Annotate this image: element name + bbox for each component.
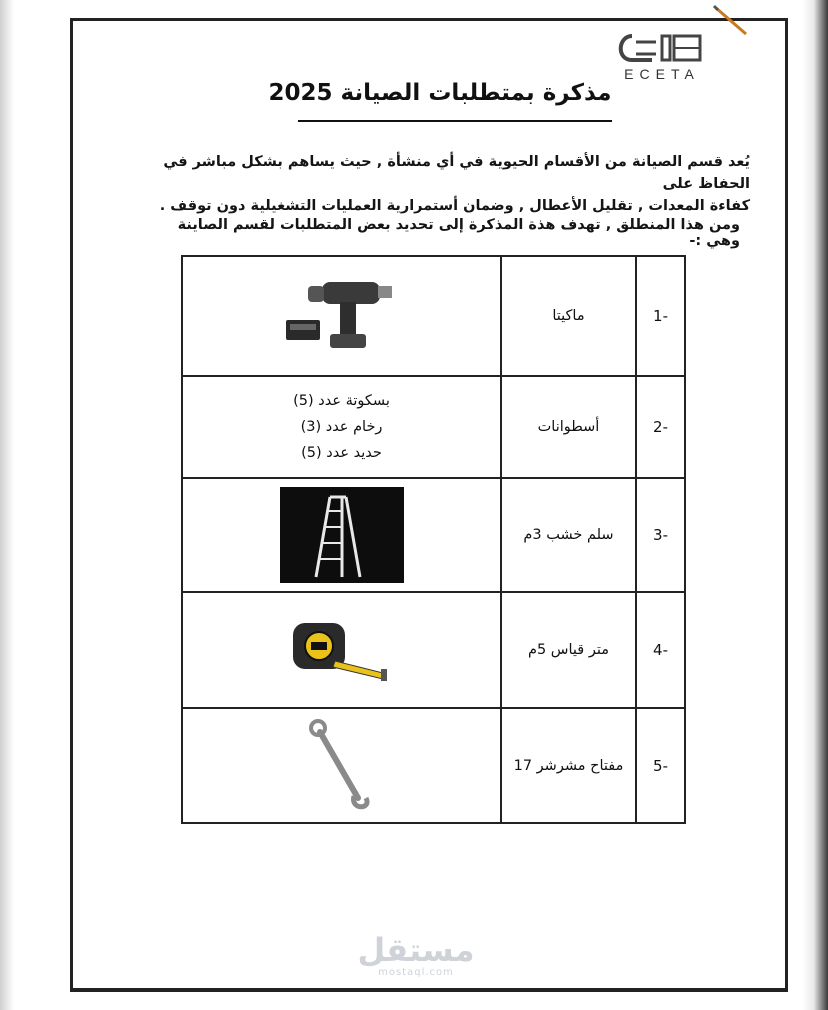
company-logo bbox=[592, 30, 732, 86]
item-number: -5 bbox=[636, 708, 685, 823]
tape-measure-icon bbox=[287, 615, 397, 685]
item-number: -2 bbox=[636, 376, 685, 478]
watermark-logo-text: مستقل bbox=[357, 931, 475, 969]
item-picture-cell bbox=[182, 256, 501, 376]
table-row bbox=[182, 478, 685, 592]
scan-edge-left bbox=[0, 0, 14, 1010]
cordless-drill-icon bbox=[282, 276, 402, 356]
table-row bbox=[182, 256, 685, 376]
ladder-photo bbox=[280, 487, 404, 583]
item-name: أسطوانات bbox=[501, 376, 636, 478]
table-row bbox=[182, 592, 685, 708]
item-number: -4 bbox=[636, 592, 685, 708]
lead-sentence: ومن هذا المنطلق , تهدف هذة المذكرة إلى تحديد بعض المتطلبات لقسم الصاينة وهي :- bbox=[177, 217, 740, 249]
table-row bbox=[182, 708, 685, 823]
item-picture-cell bbox=[182, 478, 501, 592]
eceta-logo-icon bbox=[612, 30, 712, 66]
combination-wrench-icon bbox=[302, 718, 382, 814]
item-name: متر قياس 5م bbox=[501, 592, 636, 708]
scan-edge-right bbox=[802, 0, 828, 1010]
item-details-cell bbox=[182, 376, 501, 478]
table-row bbox=[182, 376, 685, 478]
watermark bbox=[356, 933, 476, 979]
detail-line: حديد عدد (5) bbox=[301, 445, 382, 461]
intro-line-2: كفاءة المعدات , تقليل الأعطال , وضمان أستمرارية العمليات التشغيلية دون توقف . bbox=[159, 198, 750, 214]
detail-line: رخام عدد (3) bbox=[300, 419, 383, 435]
memo-title: مذكرة بمتطلبات الصيانة 2025 bbox=[268, 80, 612, 106]
detail-line: بسكوتة عدد (5) bbox=[293, 393, 390, 409]
watermark-url: mostaql.com bbox=[378, 967, 454, 978]
item-picture-cell bbox=[182, 708, 501, 823]
intro-paragraph bbox=[150, 151, 750, 217]
ladder-icon bbox=[280, 487, 404, 583]
item-number: -3 bbox=[636, 478, 685, 592]
item-name: مفتاح مشرشر 17 bbox=[501, 708, 636, 823]
item-picture-cell bbox=[182, 592, 501, 708]
item-number: -1 bbox=[636, 256, 685, 376]
logo-wordmark: ECETA bbox=[624, 66, 700, 82]
title-underline bbox=[298, 120, 612, 122]
requirements-table bbox=[181, 255, 686, 824]
item-name: سلم خشب 3م bbox=[501, 478, 636, 592]
intro-line-1: يُعد قسم الصيانة من الأقسام الحيوية في أي منشأة , حيث يساهم بشكل مباشر في الحفاظ على bbox=[163, 154, 750, 192]
item-name: ماكيتا bbox=[501, 256, 636, 376]
